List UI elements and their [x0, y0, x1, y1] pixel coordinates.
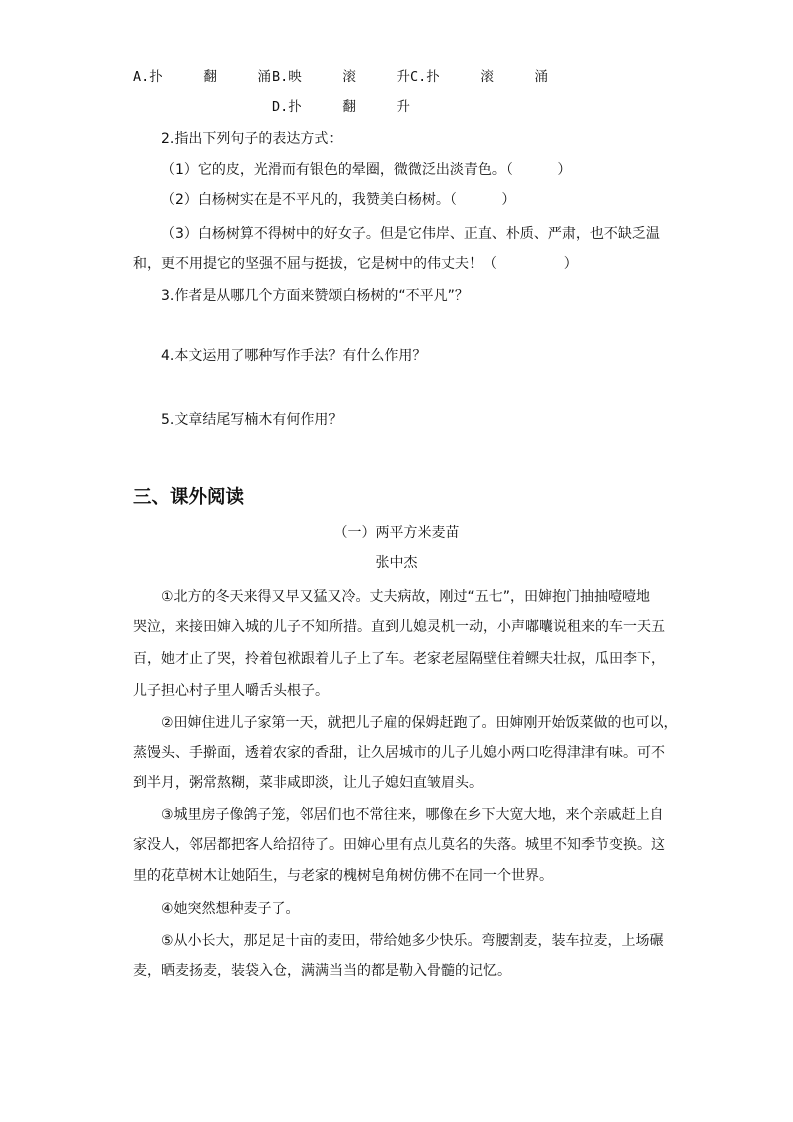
question-2-sentence-2: （2）白杨树实在是不平凡的，我赞美白杨树。（ ） [161, 192, 516, 208]
section-title: 三、课外阅读 [133, 487, 245, 508]
question-2-sentence-3-line-2: 和，更不用提它的坚强不屈与挺拔，它是树中的伟丈夫！（ ） [133, 256, 578, 272]
option-a: A.扑 翻 涌 [133, 69, 272, 85]
article-author: 张中杰 [375, 555, 418, 571]
question-2-sentence-3-line-1: （3）白杨树算不得树中的好女子。但是它伟岸、正直、朴质、严肃，也不缺乏温 [161, 226, 660, 242]
paragraph-2-line: ②田婶住进儿子家第一天，就把儿子雇的保姆赶跑了。田婶刚开始饭菜做的也可以， [161, 715, 678, 731]
paragraph-2-line: 到半月，粥常熬糊，菜非咸即淡，让儿子媳妇直皱眉头。 [133, 775, 483, 791]
question-4: 4.本文运用了哪种写作手法？有什么作用？ [161, 348, 427, 364]
paragraph-3-line: 家没人，邻居都把客人给招待了。田婶心里有点儿莫名的失落。城里不知季节变换。这 [133, 837, 665, 853]
paragraph-1-line: 哭泣，来接田婶入城的儿子不知所措。直到儿媳灵机一动，小声嘟囔说租来的车一天五 [133, 619, 665, 635]
paragraph-4-line: ④她突然想种麦子了。 [161, 901, 300, 917]
paragraph-2-line: 蒸馒头、手擀面，透着农家的香甜，让久居城市的儿子儿媳小两口吃得津津有味。可不 [133, 745, 665, 761]
paragraph-1-line: ①北方的冬天来得又早又猛又冷。丈夫病故，刚过“五七”，田婶抱门抽抽噎噎地 [161, 589, 651, 605]
paragraph-5-line: ⑤从小长大，那足足十亩的麦田，带给她多少快乐。弯腰割麦，装车拉麦，上场碾 [161, 933, 664, 949]
option-d: D.扑 翻 升 [272, 99, 411, 115]
article-title: （一）两平方米麦苗 [333, 525, 460, 541]
question-2-prompt: 2.指出下列句子的表达方式： [161, 131, 343, 147]
option-c: C.扑 滚 涌 [410, 69, 549, 85]
paragraph-3-line: 里的花草树木让她陌生，与老家的槐树皂角树仿佛不在同一个世界。 [133, 868, 553, 884]
paragraph-3-line: ③城里房子像鸽子笼，邻居们也不常往来，哪像在乡下大宽大地，来个亲戚赶上自 [161, 807, 664, 823]
question-3: 3.作者是从哪几个方面来赞颂白杨树的“不平凡”？ [161, 288, 469, 304]
question-2-sentence-1: （1）它的皮，光滑而有银色的晕圈，微微泛出淡青色。（ ） [161, 162, 572, 178]
paragraph-1-line: 儿子担心村子里人嚼舌头根子。 [133, 683, 329, 699]
paragraph-5-line: 麦，晒麦扬麦，装袋入仓，满满当当的都是勒入骨髓的记忆。 [133, 963, 511, 979]
question-5: 5.文章结尾写楠木有何作用？ [161, 412, 343, 428]
option-b: B.映 滚 升 [272, 69, 411, 85]
paragraph-1-line: 百，她才止了哭，拎着包袱跟着儿子上了车。老家老屋隔壁住着鳏夫壮叔，瓜田李下， [133, 651, 665, 667]
